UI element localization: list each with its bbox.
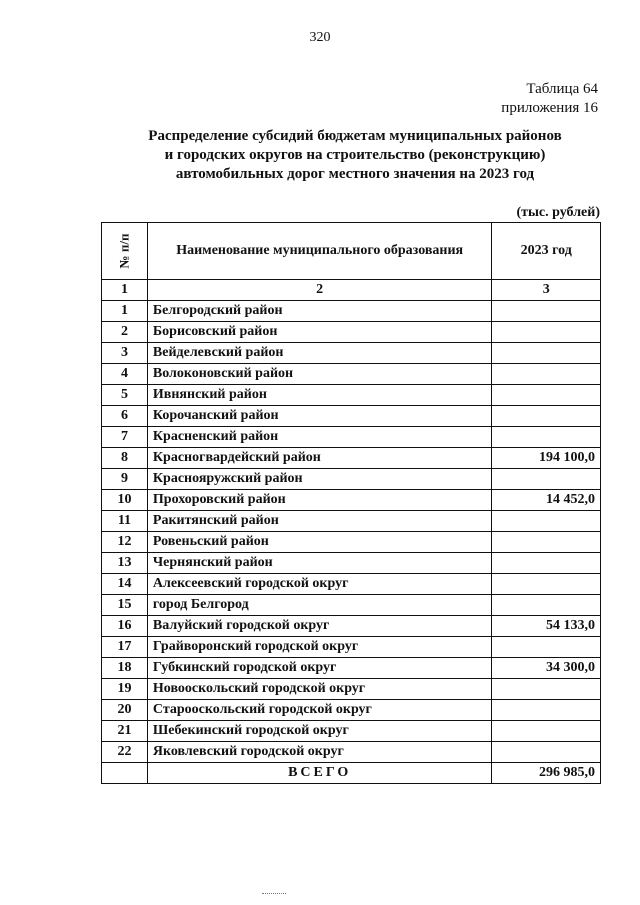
- colnum-2: 2: [147, 280, 492, 301]
- row-num: 15: [102, 595, 148, 616]
- row-value: [492, 721, 601, 742]
- row-value: [492, 322, 601, 343]
- row-value: [492, 406, 601, 427]
- row-name: Корочанский район: [147, 406, 492, 427]
- table-row: [102, 343, 601, 364]
- table-row: [102, 637, 601, 658]
- row-name: Яковлевский городской округ: [147, 742, 492, 763]
- row-num: 19: [102, 679, 148, 700]
- table-row: [102, 448, 601, 469]
- row-name: город Белгород: [147, 595, 492, 616]
- row-value: [492, 427, 601, 448]
- row-value: [492, 469, 601, 490]
- row-value: [492, 301, 601, 322]
- row-name: Красногвардейский район: [147, 448, 492, 469]
- row-value: [492, 679, 601, 700]
- row-num: 8: [102, 448, 148, 469]
- row-num: 17: [102, 637, 148, 658]
- table-header-row: [102, 223, 601, 280]
- row-value: [492, 364, 601, 385]
- table-label-line1: Таблица 64: [526, 81, 598, 97]
- colnum-3: 3: [492, 280, 601, 301]
- title-line2: и городских округов на строительство (реконструкцию): [164, 147, 546, 163]
- row-name: Чернянский район: [147, 553, 492, 574]
- table-row: [102, 742, 601, 763]
- document-title: [120, 127, 590, 184]
- table-row: [102, 427, 601, 448]
- row-value: [492, 574, 601, 595]
- row-value: [492, 385, 601, 406]
- row-num: 20: [102, 700, 148, 721]
- header-name: Наименование муниципального образования: [147, 223, 492, 280]
- table-row: [102, 595, 601, 616]
- row-name: Волоконовский район: [147, 364, 492, 385]
- row-value: 14 452,0: [492, 490, 601, 511]
- row-value: [492, 532, 601, 553]
- table-row: [102, 490, 601, 511]
- row-value: [492, 742, 601, 763]
- total-row: [102, 763, 601, 784]
- row-num: 6: [102, 406, 148, 427]
- row-value: [492, 700, 601, 721]
- row-num: 2: [102, 322, 148, 343]
- row-name: Ракитянский район: [147, 511, 492, 532]
- table-row: [102, 406, 601, 427]
- colnum-1: 1: [102, 280, 148, 301]
- table-row: [102, 658, 601, 679]
- row-name: Губкинский городской округ: [147, 658, 492, 679]
- table-row: [102, 364, 601, 385]
- row-num: 3: [102, 343, 148, 364]
- row-value: 194 100,0: [492, 448, 601, 469]
- units-label: (тыс. рублей): [516, 205, 600, 220]
- total-value: 296 985,0: [492, 763, 601, 784]
- row-name: Алексеевский городской округ: [147, 574, 492, 595]
- row-num: 10: [102, 490, 148, 511]
- table-row: [102, 532, 601, 553]
- row-name: Старооскольский городской округ: [147, 700, 492, 721]
- total-num-cell: [102, 763, 148, 784]
- total-label: ВСЕГО: [147, 763, 492, 784]
- row-num: 14: [102, 574, 148, 595]
- table-row: [102, 385, 601, 406]
- row-num: 12: [102, 532, 148, 553]
- row-name: Красненский район: [147, 427, 492, 448]
- row-name: Грайворонский городской округ: [147, 637, 492, 658]
- row-name: Белгородский район: [147, 301, 492, 322]
- row-value: 34 300,0: [492, 658, 601, 679]
- header-num-cell: [102, 223, 148, 280]
- table-row: [102, 616, 601, 637]
- row-num: 22: [102, 742, 148, 763]
- row-num: 5: [102, 385, 148, 406]
- row-name: Вейделевский район: [147, 343, 492, 364]
- table-row: [102, 721, 601, 742]
- table-row: [102, 301, 601, 322]
- row-name: Ровеньский район: [147, 532, 492, 553]
- table-label: [501, 80, 598, 118]
- row-name: Шебекинский городской округ: [147, 721, 492, 742]
- row-name: Краснояружский район: [147, 469, 492, 490]
- row-num: 13: [102, 553, 148, 574]
- row-num: 4: [102, 364, 148, 385]
- table-row: [102, 700, 601, 721]
- scan-mark: [262, 893, 286, 897]
- row-value: [492, 511, 601, 532]
- row-name: Валуйский городской округ: [147, 616, 492, 637]
- column-number-row: [102, 280, 601, 301]
- row-num: 11: [102, 511, 148, 532]
- table-row: [102, 553, 601, 574]
- row-num: 16: [102, 616, 148, 637]
- title-line3: автомобильных дорог местного значения на 2023 год: [175, 166, 535, 182]
- row-name: Новооскольский городской округ: [147, 679, 492, 700]
- row-value: [492, 553, 601, 574]
- header-value: 2023 год: [492, 223, 601, 280]
- row-value: [492, 637, 601, 658]
- title-line1: Распределение субсидий бюджетам муниципальных районов: [148, 128, 562, 144]
- row-num: 9: [102, 469, 148, 490]
- table-row: [102, 469, 601, 490]
- row-name: Борисовский район: [147, 322, 492, 343]
- row-num: 7: [102, 427, 148, 448]
- row-name: Ивнянский район: [147, 385, 492, 406]
- row-value: [492, 595, 601, 616]
- subsidy-table: [101, 222, 601, 784]
- table-row: [102, 322, 601, 343]
- table-row: [102, 679, 601, 700]
- header-num: № п/п: [116, 233, 132, 268]
- page-number: 320: [309, 30, 331, 45]
- table-label-line2: приложения 16: [501, 100, 598, 116]
- table-row: [102, 511, 601, 532]
- row-value: 54 133,0: [492, 616, 601, 637]
- row-value: [492, 343, 601, 364]
- row-name: Прохоровский район: [147, 490, 492, 511]
- row-num: 1: [102, 301, 148, 322]
- row-num: 21: [102, 721, 148, 742]
- row-num: 18: [102, 658, 148, 679]
- table-row: [102, 574, 601, 595]
